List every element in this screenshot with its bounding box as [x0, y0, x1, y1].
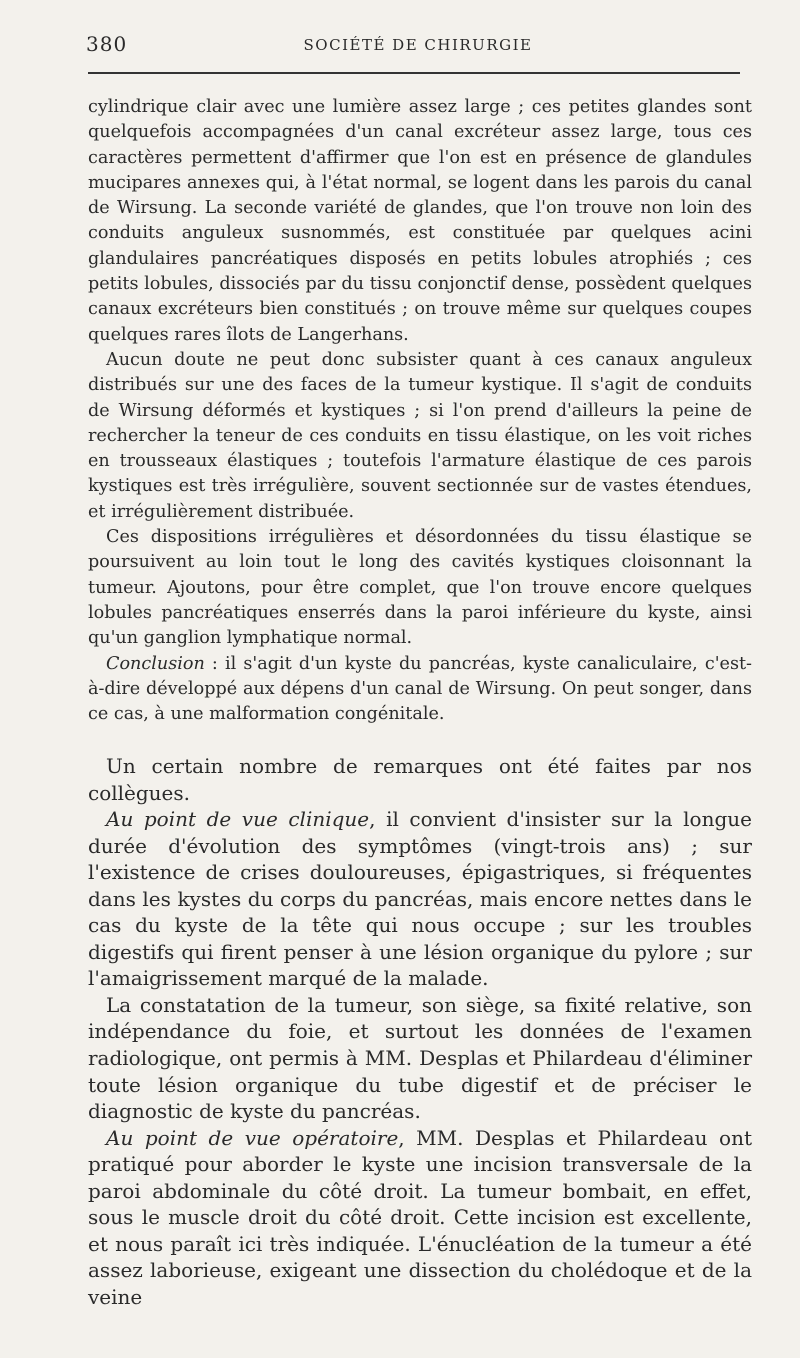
- paragraph: Un certain nombre de remarques ont été faites par nos collègues.: [88, 754, 752, 805]
- paragraph: [88, 806, 752, 992]
- paragraph: [88, 652, 752, 728]
- page-header: [86, 32, 750, 60]
- header-rule: [88, 72, 740, 74]
- paragraph: La constatation de la tumeur, son siège, sa fixité relative, son indépendance du foie, et surtout les données de l'examen radiologique, ont permis à MM. Desplas et Philardeau d'éliminer toute lésion organique du tube digestif et de préciser le diagnostic de kyste du pancréas.: [88, 992, 752, 1124]
- operative-text: , MM. Desplas et Philardeau ont pratiqué pour aborder le kyste une incision transversale de la paroi abdominale du côté droit. La tumeur bombait, en effet, sous le muscle droit du côté droit. Cette incision est excellente, et nous paraît ici très indiquée. L'énucléation de la tumeur a été assez laborieuse, exigeant une dissection du cholédoque et de la veine: [88, 1125, 752, 1309]
- paragraph: cylindrique clair avec une lumière assez large ; ces petites glandes sont quelquefois accompagnées d'un canal excréteur assez large, tous ces caractères permettent d'affirmer que l'on est en présence de glandules mucipares annexes qui, à l'état normal, se logent dans les parois du canal de Wirsung. La seconde variété de glandes, que l'on trouve non loin des conduits anguleux susnommés, est constituée par quelques acini glandulaires pancréatiques disposés en petits lobules atrophiés ; ces petits lobules, dissociés par du tissu conjonctif dense, possèdent quelques canaux excréteurs bien constitués ; on trouve même sur quelques coupes quelques rares îlots de Langerhans.: [88, 97, 752, 345]
- clinical-text: , il convient d'insister sur la longue durée d'évolution des symptômes (vingt-trois ans) ; sur l'existence de crises douloureuses, épigastriques, si fréquentes dans les kystes du corps du pancréas, mais encore nettes dans le cas du kyste de la tête qui nous occupe ; sur les troubles digestifs qui firent penser à une lésion organique du pylore ; sur l'amaigrissement marqué de la malade.: [88, 807, 753, 991]
- clinical-label: Au point de vue clinique: [106, 807, 370, 832]
- page-number: 380: [86, 32, 128, 56]
- paragraph: [88, 1125, 752, 1311]
- discussion-text: [88, 753, 752, 1310]
- observation-text: [88, 95, 752, 727]
- conclusion-text: : il s'agit d'un kyste du pancréas, kyste canaliculaire, c'est-à-dire développé aux dépens d'un canal de Wirsung. On peut songer, dans ce cas, à une malformation congénitale.: [88, 653, 752, 725]
- operative-label: Au point de vue opératoire: [106, 1125, 399, 1150]
- paragraph: Aucun doute ne peut donc subsister quant à ces canaux anguleux distribués sur une des faces de la tumeur kystique. Il s'agit de conduits de Wirsung déformés et kystiques ; si l'on prend d'ailleurs la peine de rechercher la teneur de ces conduits en tissu élastique, on les voit riches en trousseaux élastiques ; toutefois l'armature élastique de ces parois kystiques est très irrégulière, souvent sectionnée sur de vastes étendues, et irrégulièrement distribuée.: [88, 349, 752, 522]
- conclusion-label: Conclusion: [106, 653, 205, 674]
- running-title: SOCIÉTÉ DE CHIRURGIE: [303, 36, 533, 54]
- paragraph: Ces dispositions irrégulières et désordonnées du tissu élastique se poursuivent au loin tout le long des cavités kystiques cloisonnant la tumeur. Ajoutons, pour être complet, que l'on trouve encore quelques lobules pancréatiques enserrés dans la paroi inférieure du kyste, ainsi qu'un ganglion lymphatique normal.: [88, 527, 752, 649]
